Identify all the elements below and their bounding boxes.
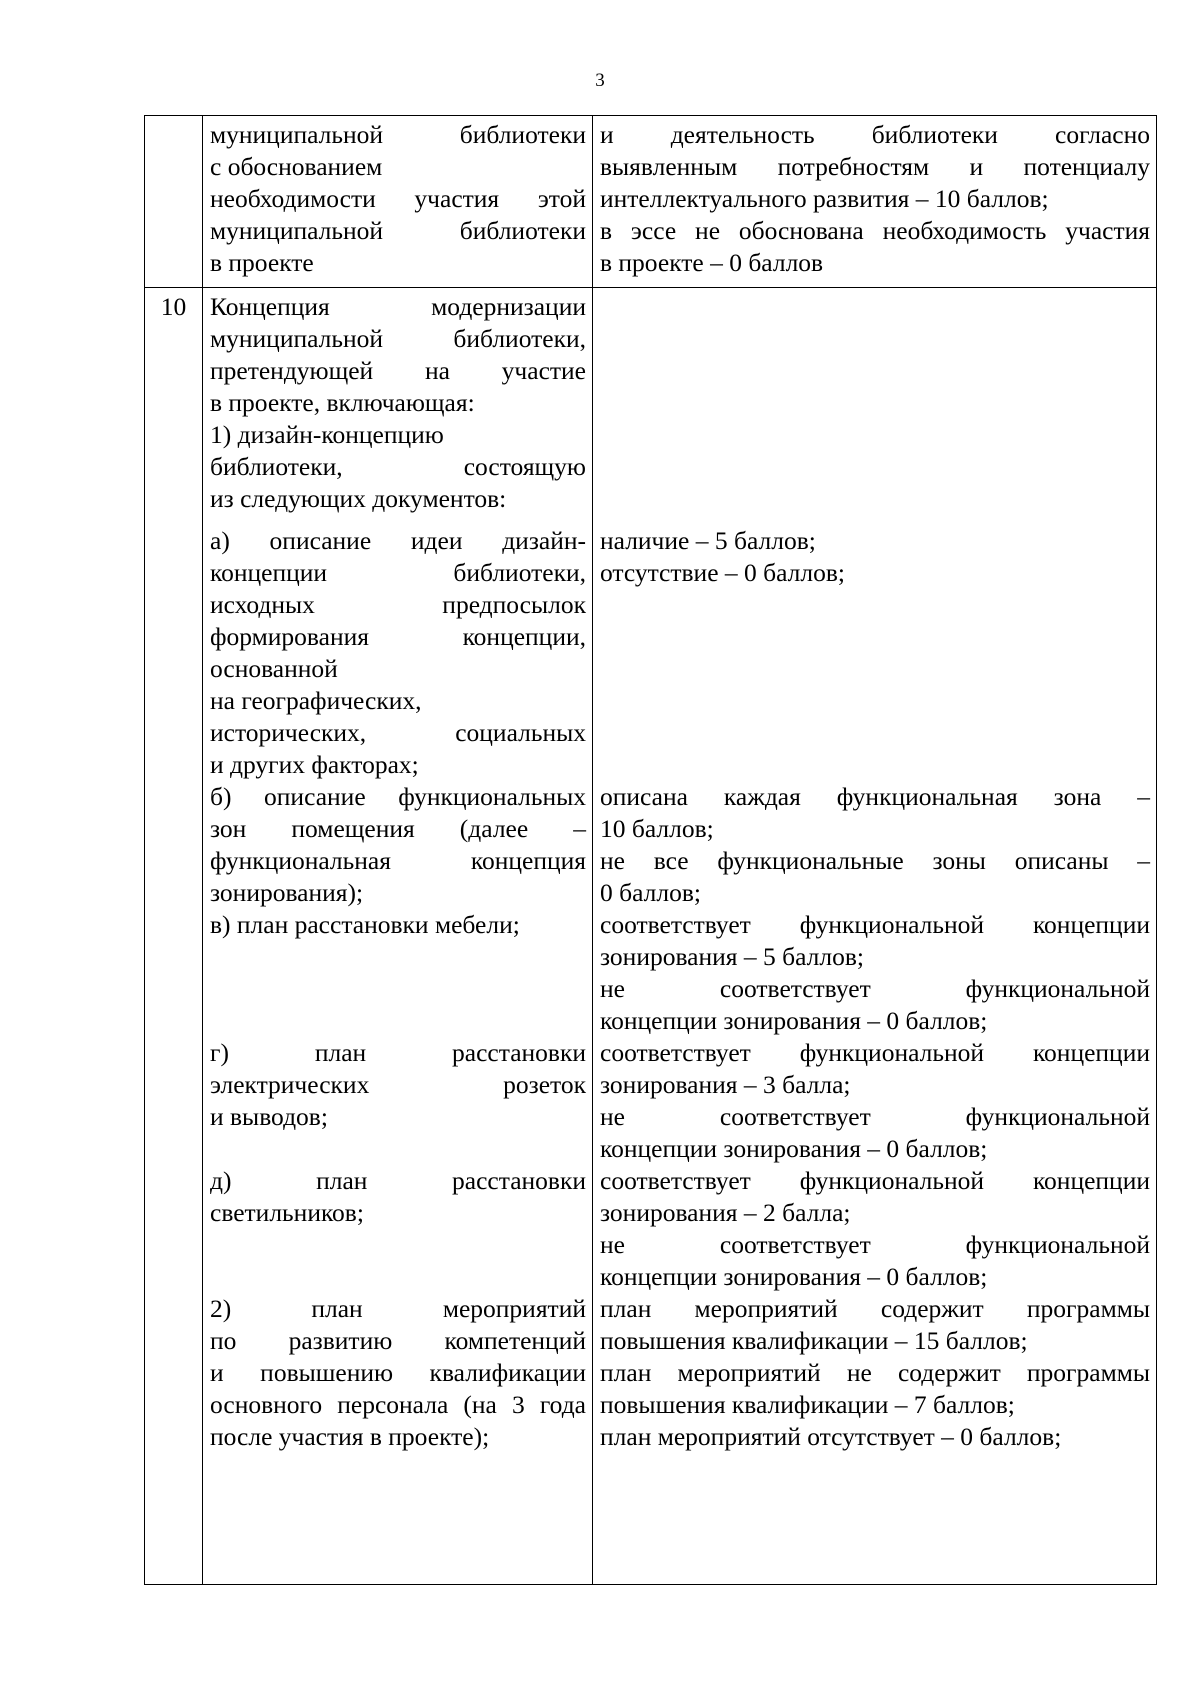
- criterion-text-line: и выводов;: [210, 1102, 328, 1131]
- score-text-line: не соответствует функциональной: [600, 1230, 1150, 1259]
- criterion-text-line: 2) план мероприятий: [210, 1294, 586, 1323]
- score-text-line: не все функциональные зоны описаны –: [600, 846, 1150, 875]
- criterion-text-line: формирования концепции,: [210, 622, 586, 651]
- score-text-line: и деятельность библиотеки согласно: [600, 120, 1150, 149]
- criterion-text-line: б) описание функциональных: [210, 782, 586, 811]
- score-item-b: [600, 781, 1150, 907]
- score-text-line: описана каждая функциональная зона –: [600, 782, 1150, 811]
- criterion-item-v: [210, 909, 586, 1027]
- criterion-text-line: и других факторах;: [210, 750, 419, 779]
- criterion-text-line: Концепция модернизации: [210, 292, 586, 321]
- row-number-cell: [145, 116, 203, 288]
- table-row: [145, 116, 1157, 288]
- criterion-name-cell: [203, 288, 593, 1585]
- score-item-g: [600, 1037, 1150, 1163]
- criterion-text-line: основного персонала (на 3 года: [210, 1390, 586, 1419]
- score-text-line: зонирования – 5 баллов;: [600, 942, 864, 971]
- score-text-line: наличие – 5 баллов;: [600, 526, 816, 555]
- score-text-line: повышения квалификации – 15 баллов;: [600, 1326, 1028, 1355]
- criterion-text-line: зон помещения (далее –: [210, 814, 586, 843]
- criteria-table: [144, 115, 1157, 1585]
- score-text-line: не соответствует функциональной: [600, 1102, 1150, 1131]
- criterion-text-line: в проекте, включающая:: [210, 388, 475, 417]
- criterion-item-d: [210, 1165, 586, 1283]
- score-text-line: соответствует функциональной концепции: [600, 1166, 1150, 1195]
- score-text-line: концепции зонирования – 0 баллов;: [600, 1262, 988, 1291]
- criterion-text-line: необходимости участия этой: [210, 184, 586, 213]
- score-cell: [593, 288, 1157, 1585]
- score-cell: [593, 116, 1157, 288]
- score-text-line: в проекте – 0 баллов: [600, 248, 824, 277]
- criterion-text-line: в) план расстановки мебели;: [210, 910, 520, 939]
- criterion-text-line: на географических,: [210, 686, 422, 715]
- criterion-text-line: светильников;: [210, 1198, 364, 1227]
- score-text-line: зонирования – 2 балла;: [600, 1198, 851, 1227]
- score-text-line: интеллектуального развития – 10 баллов;: [600, 184, 1049, 213]
- score-text-line: план мероприятий отсутствует – 0 баллов;: [600, 1422, 1062, 1451]
- score-text-line: зонирования – 3 балла;: [600, 1070, 851, 1099]
- score-text-line: соответствует функциональной концепции: [600, 910, 1150, 939]
- criterion-text-line: 1) дизайн-концепцию: [210, 420, 444, 449]
- criterion-text-line: после участия в проекте);: [210, 1422, 490, 1451]
- criterion-text-line: в проекте: [210, 248, 314, 277]
- criterion-text-line: библиотеки, состоящую: [210, 452, 586, 481]
- score-text-line: отсутствие – 0 баллов;: [600, 558, 845, 587]
- score-item-d: [600, 1165, 1150, 1291]
- score-item-2: [600, 1293, 1150, 1453]
- criterion-text-line: исходных предпосылок: [210, 590, 586, 619]
- criterion-text-line: исторических, социальных: [210, 718, 586, 747]
- criterion-item-g: [210, 1037, 586, 1155]
- score-text-line: 10 баллов;: [600, 814, 714, 843]
- criterion-text-line: муниципальной библиотеки,: [210, 324, 586, 353]
- score-text-line: концепции зонирования – 0 баллов;: [600, 1006, 988, 1035]
- table-row: [145, 288, 1157, 1585]
- score-text-line: соответствует функциональной концепции: [600, 1038, 1150, 1067]
- criterion-name-cell: [203, 116, 593, 288]
- criterion-text-line: д) план расстановки: [210, 1166, 586, 1195]
- criterion-item-a: [210, 525, 586, 779]
- score-item-a: [600, 525, 1150, 771]
- criterion-text-line: с обоснованием: [210, 152, 383, 181]
- score-text-line: выявленным потребностям и потенциалу: [600, 152, 1150, 181]
- criterion-text-line: из следующих документов:: [210, 484, 507, 513]
- criterion-text-line: и повышению квалификации: [210, 1358, 586, 1387]
- score-text-line: план мероприятий содержит программы: [600, 1294, 1150, 1323]
- score-text-line: в эссе не обоснована необходимость участия: [600, 216, 1150, 245]
- criterion-text-line: г) план расстановки: [210, 1038, 586, 1067]
- score-text-line: повышения квалификации – 7 баллов;: [600, 1390, 1015, 1419]
- score-text-line: концепции зонирования – 0 баллов;: [600, 1134, 988, 1163]
- score-text-line: план мероприятий не содержит программы: [600, 1358, 1150, 1387]
- criterion-text-line: зонирования);: [210, 878, 364, 907]
- score-item-v: [600, 909, 1150, 1035]
- criterion-text-line: по развитию компетенций: [210, 1326, 586, 1355]
- page-number: 3: [595, 70, 605, 91]
- criterion-text-line: концепции библиотеки,: [210, 558, 586, 587]
- criterion-text-line: электрических розеток: [210, 1070, 586, 1099]
- criterion-text-line: муниципальной библиотеки: [210, 120, 586, 149]
- criterion-text-line: а) описание идеи дизайн-: [210, 526, 586, 555]
- criterion-text-line: функциональная концепция: [210, 846, 586, 875]
- criterion-text-line: муниципальной библиотеки: [210, 216, 586, 245]
- criterion-item-2: [210, 1293, 586, 1453]
- row-number-cell: 10: [145, 288, 203, 1585]
- criterion-item-b: [210, 781, 586, 907]
- criterion-text-line: претендующей на участие: [210, 356, 586, 385]
- score-spacer: [600, 291, 1150, 515]
- criterion-text-line: основанной: [210, 654, 338, 683]
- score-text-line: не соответствует функциональной: [600, 974, 1150, 1003]
- criterion-intro: [210, 291, 586, 515]
- score-text-line: 0 баллов;: [600, 878, 701, 907]
